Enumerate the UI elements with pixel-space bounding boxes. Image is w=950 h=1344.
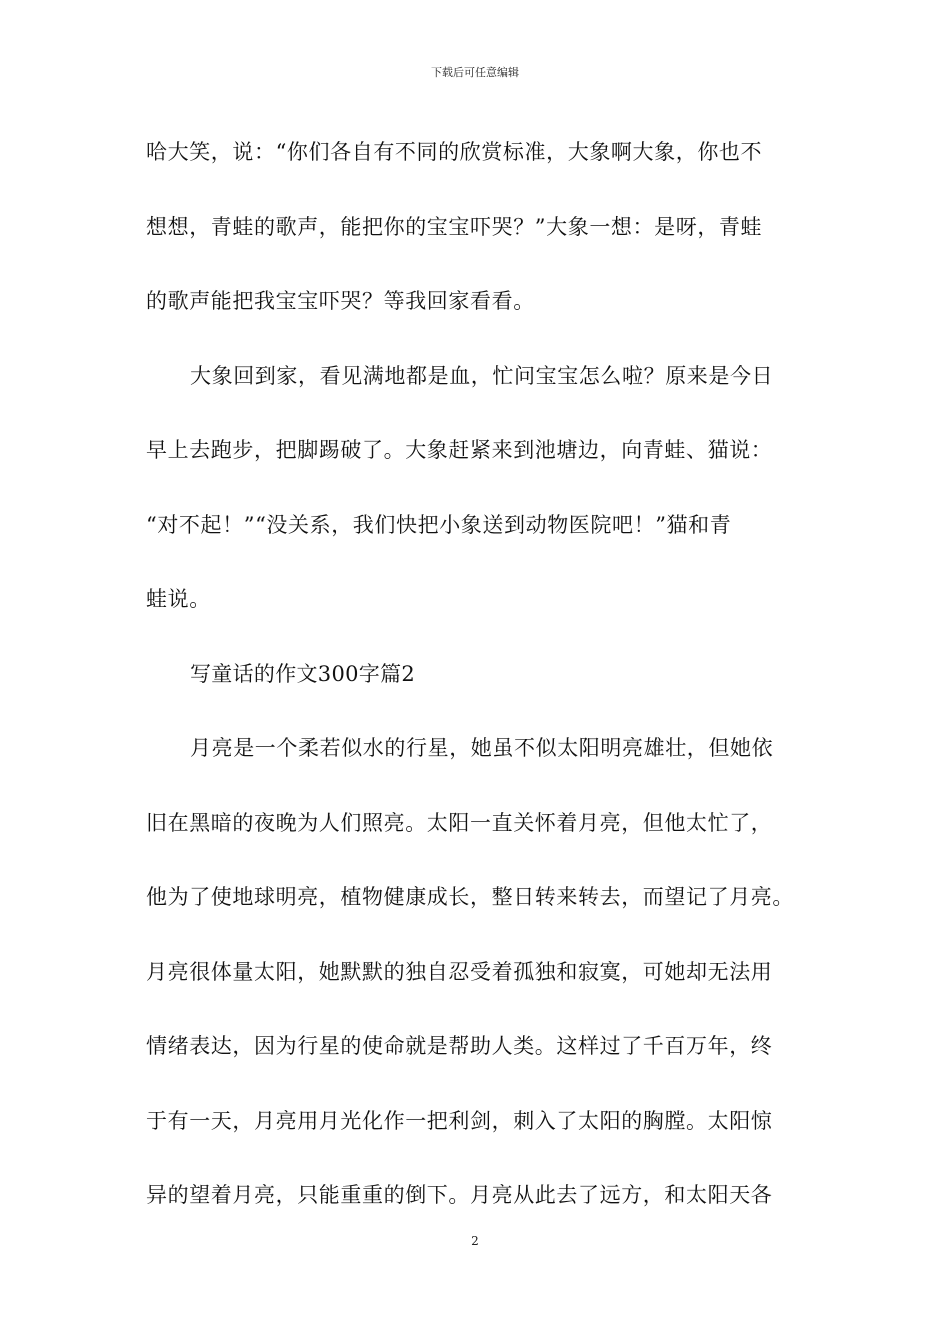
body-line: “对不起！”“没关系，我们快把小象送到动物医院吧！”猫和青 <box>146 512 732 537</box>
paragraph-first-line: 月亮是一个柔若似水的行星，她虽不似太阳明亮雄壮，但她依 <box>190 736 774 760</box>
body-line: 于有一天，月亮用月光化作一把利剑，刺入了太阳的胸膛。太阳惊 <box>146 1108 773 1133</box>
section-heading: 写童话的作文300字篇2 <box>190 661 416 686</box>
page-number: 2 <box>471 1234 479 1248</box>
body-line: 他为了使地球明亮，植物健康成长，整日转来转去，而望记了月亮。 <box>146 885 794 909</box>
paragraph-first-line: 大象回到家，看见满地都是血，忙问宝宝怎么啦？原来是今日 <box>190 363 774 388</box>
body-line: 哈大笑，说：“你们各自有不同的欣赏标准，大象啊大象，你也不 <box>146 140 763 164</box>
body-line: 月亮很体量太阳，她默默的独自忍受着孤独和寂寞，可她却无法用 <box>146 959 773 984</box>
body-line: 早上去跑步，把脚踢破了。大象赶紧来到池塘边，向青蛙、猫说： <box>146 438 773 462</box>
body-line: 旧在黑暗的夜晚为人们照亮。太阳一直关怀着月亮，但他太忙了， <box>146 810 773 835</box>
body-line: 异的望着月亮，只能重重的倒下。月亮从此去了远方，和太阳天各 <box>146 1183 773 1207</box>
body-line: 情绪表达，因为行星的使命就是帮助人类。这样过了千百万年，终 <box>146 1034 773 1058</box>
page-header: 下载后可任意编辑 <box>431 66 519 79</box>
body-line: 想想，青蛙的歌声，能把你的宝宝吓哭？”大象一想：是呀，青蛙 <box>146 214 763 239</box>
body-line: 蛙说。 <box>146 587 211 611</box>
document-body <box>146 127 814 1245</box>
body-line: 的歌声能把我宝宝吓哭？等我回家看看。 <box>146 289 535 313</box>
